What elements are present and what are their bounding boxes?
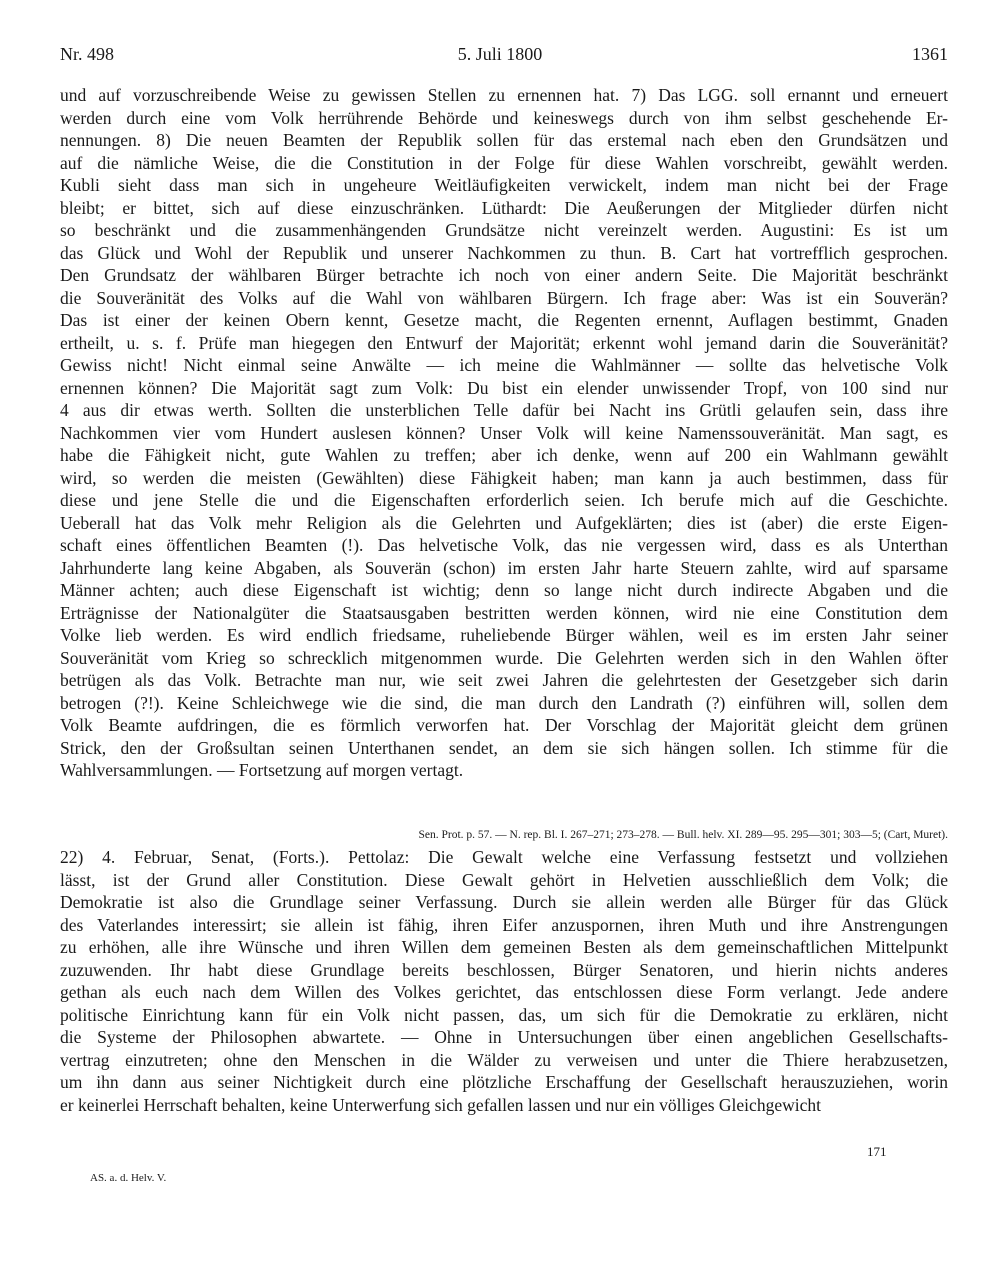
text-line: vertrag einzutreten; ohne den Menschen in die Wälder zu verweisen und unter die Thiere herabzusetzen, [60, 1049, 948, 1070]
text-line: gethan als euch nach dem Willen des Volkes gerichtet, das entschlossen diese Form verlangt. Jede andere [60, 982, 948, 1002]
text-line: schaft eines öffentlichen Beamten (!). Das helvetische Volk, das nie vergessen wird, dass es als Unterthan [60, 535, 948, 555]
text-line: Wahlversammlungen. — Fortsetzung auf morgen vertagt. [60, 760, 464, 780]
text-line: Den Grundsatz der wählbaren Bürger betrachte ich noch von einer andern Seite. Die Majorität beschränkt [60, 265, 948, 285]
running-head-date: 5. Juli 1800 [457, 44, 543, 64]
text-line: betrogen (?!). Keine Schleichwege wie die sind, die man durch den Landrath (?) einführen will, sollen dem [60, 692, 948, 713]
text-line: Volk Beamte aufdringen, die es förmlich verworfen hat. Der Vorschlag der Majorität gleicht dem grünen [60, 715, 948, 735]
text-line: Erträgnisse der Nationalgüter die Staatsausgaben bestritten werden können, wird nie eine Constitution dem [60, 602, 948, 623]
text-line: werden durch eine vom Volk herrührende Behörde und keineswegs durch von ihm selbst geschehende Er- [60, 107, 948, 128]
folio-number: 171 [867, 1144, 887, 1159]
text-line: diese und jene Stelle die und die Eigenschaften erforderlich seien. Ich berufe mich auf die Geschichte. [60, 490, 948, 510]
text-line: Kubli sieht dass man sich in ungeheure Weitläufigkeiten verwickelt, indem man nicht bei der Frage [60, 175, 948, 195]
text-line: um ihn dann aus seiner Nichtigkeit durch eine plötzliche Erschaffung der Gesellschaft herauszuziehen, worin [60, 1072, 948, 1092]
body-text-part2 [60, 846, 948, 1116]
text-line: er keinerlei Herrschaft behalten, keine Unterwerfung sich gefallen lassen und nur ein völliges Gleichgewicht [60, 1094, 821, 1115]
text-line: Das ist einer der keinen Obern kennt, Gesetze macht, die Regenten ernennt, Auflagen bestimmt, Gnaden [60, 310, 948, 330]
text-line: politische Einrichtung kann für ein Volk nicht passen, das, um sich für die Demokratie zu erklären, nicht [60, 1004, 948, 1025]
text-line: nennungen. 8) Die neuen Beamten der Republik sollen für das erstemal nach eben den Grundsätzen und [60, 130, 948, 150]
text-line: 4 aus dir etwas werth. Sollten die unsterblichen Telle dafür bei Nacht ins Grütli gelaufen sein, dass ihre [60, 400, 948, 420]
text-line: Souveränität vom Krieg so schrecklich mitgenommen wurde. Die Gelehrten werden sich in den Wahlen öfter [60, 647, 948, 668]
text-line: so beschränkt und die zusammenhängenden Grundsätze nicht vereinzelt werden. Augustini: Es ist um [60, 220, 948, 240]
body-text-part1 [60, 84, 948, 782]
text-line: die Systeme der Philosophen abwartete. — Ohne in Untersuchungen über einen angeblichen Gesellschafts- [60, 1027, 948, 1047]
text-line: Volke lieb werden. Es wird endlich friedsame, ruheliebende Bürger wählen, weil es im ersten Jahr seiner [60, 625, 948, 645]
text-line: habe die Fähigkeit nicht, gute Wahlen zu treffen; aber ich denke, wenn auf 200 ein Wahlmann gewählt [60, 445, 948, 465]
text-line: wird, so werden die meisten (Gewählten) diese Fähigkeit haben; man kann ja auch bestimmen, dass für [60, 467, 948, 488]
text-line: 22) 4. Februar, Senat, (Forts.). Pettolaz: Die Gewalt welche eine Verfassung festsetzt und vollziehen [60, 847, 948, 867]
text-line: ernennen können? Die Majorität sagt zum Volk: Du bist ein elender unwissender Tropf, von 100 sind nur [60, 377, 948, 398]
text-line: und auf vorzuschreibende Weise zu gewissen Stellen zu ernennen hat. 7) Das LGG. soll ernannt und erneuert [60, 85, 948, 105]
text-line: das Glück und Wohl der Republik und unserer Nachkommen zu thun. B. Cart hat vortrefflich gesprochen. [60, 242, 948, 263]
text-line: Strick, den der Großsultan seinen Unterthanen sendet, an dem sie sich hängen sollen. Ich stimme für die [60, 737, 948, 758]
text-line: Jahrhunderte lang keine Abgaben, als Souverän (schon) im ersten Jahr harte Steuern zahlte, wird auf sparsame [60, 557, 948, 578]
text-line: zu erhöhen, alle ihre Wünsche und ihren Willen dem gemeinen Besten als dem gemeinschaftlichen Mittelpunkt [60, 937, 948, 957]
text-line: Nachkommen vier vom Hundert auslesen können? Unser Volk will keine Namenssouveränität. Man sagt, es [60, 422, 948, 443]
text-line: Gewiss nicht! Nicht einmal seine Anwälte — ich meine die Wahlmänner — sollte das helvetische Volk [60, 355, 948, 375]
text-line: Männer achten; auch diese Eigenschaft ist wichtig; denn so lange nicht durch indirecte Abgaben und die [60, 580, 948, 600]
text-line: Demokratie ist also die Grundlage seiner Verfassung. Durch sie allein werden alle Bürger für das Glück [60, 892, 948, 912]
text-line: lässt, ist der Grund aller Constitution. Diese Gewalt gehört in Helvetien ausschließlich dem Volk; die [60, 869, 948, 890]
text-line: des Vaterlandes interessirt; sie allein ist fähig, ihren Eifer anzuspornen, ihren Muth und ihre Anstrengungen [60, 914, 948, 935]
running-head-number: Nr. 498 [60, 44, 114, 64]
text-line: Ueberall hat das Volk mehr Religion als die Gelehrten und Aufgeklärten; dies ist (aber) die erste Eigen- [60, 512, 948, 533]
source-note: Sen. Prot. p. 57. — N. rep. Bl. I. 267–271; 273–278. — Bull. helv. XI. 289—95. 295—301; 303—5; (Cart, Muret). [418, 829, 948, 841]
text-line: die Souveränität des Volks auf die Wahl von wählbaren Bürgern. Ich frage aber: Was ist ein Souverän? [60, 287, 948, 308]
text-line: ertheilt, u. s. f. Prüfe man hiegegen den Entwurf der Majorität; erkennt wohl jemand darin die Souveränität? [60, 332, 948, 353]
signature-line: AS. a. d. Helv. V. [90, 1172, 167, 1184]
text-line: betrügen als das Volk. Betrachte man nur, wie seit zwei Jahren die gelehrtesten der Gesetzgeber sich darin [60, 670, 948, 690]
text-line: bleibt; er bittet, sich auf diese einzuschränken. Lüthardt: Die Aeußerungen der Mitglieder dürfen nicht [60, 197, 948, 218]
text-line: zuzuwenden. Ihr habt diese Grundlage bereits beschlossen, Bürger Senatoren, und hierin nichts anderes [60, 959, 948, 980]
text-line: auf die nämliche Weise, die die Constitution in der Folge für diese Wahlen vorschreibt, gewählt werden. [60, 152, 948, 173]
page-number: 1361 [912, 44, 948, 64]
